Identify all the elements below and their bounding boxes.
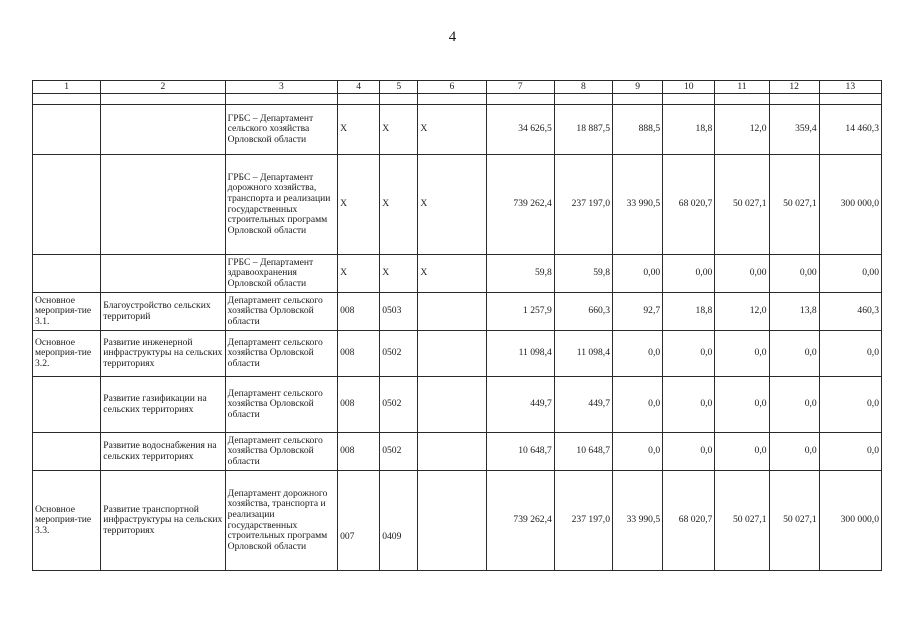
activity-cell <box>33 377 101 433</box>
description-cell <box>101 155 225 255</box>
value-cell: 18 887,5 <box>554 105 612 155</box>
column-number: 6 <box>418 81 486 94</box>
value-cell: 10 648,7 <box>554 433 612 471</box>
executor-cell: Департамент сельского хозяйства Орловской области <box>225 331 337 377</box>
value-cell: 0,0 <box>819 433 881 471</box>
activity-cell: Основное мероприя-тие 3.2. <box>33 331 101 377</box>
column-number-row <box>33 81 882 94</box>
value-cell: 13,8 <box>769 293 819 331</box>
value-cell: 18,8 <box>663 293 715 331</box>
value-cell: 0,0 <box>663 331 715 377</box>
value-cell: 0,0 <box>715 433 769 471</box>
value-cell: 10 648,7 <box>486 433 554 471</box>
code-cell: Х <box>380 255 418 293</box>
description-cell: Развитие газификации на сельских территориях <box>101 377 225 433</box>
column-number: 12 <box>769 81 819 94</box>
executor-cell: ГРБС – Департамент сельского хозяйства Орловской области <box>225 105 337 155</box>
value-cell: 11 098,4 <box>554 331 612 377</box>
value-cell: 50 027,1 <box>715 471 769 571</box>
value-cell: 50 027,1 <box>769 155 819 255</box>
table-row <box>33 377 882 433</box>
code-cell: 008 <box>338 377 380 433</box>
table-row <box>33 433 882 471</box>
value-cell: 739 262,4 <box>486 155 554 255</box>
value-cell: 0,0 <box>819 331 881 377</box>
code-cell: Х <box>418 105 486 155</box>
code-cell: 008 <box>338 331 380 377</box>
value-cell: 50 027,1 <box>769 471 819 571</box>
activity-cell <box>33 105 101 155</box>
value-cell: 14 460,3 <box>819 105 881 155</box>
description-cell <box>101 105 225 155</box>
value-cell: 0,00 <box>663 255 715 293</box>
value-cell: 59,8 <box>486 255 554 293</box>
value-cell: 12,0 <box>715 105 769 155</box>
value-cell: 68 020,7 <box>663 471 715 571</box>
executor-cell: Департамент дорожного хозяйства, транспорта и реализации государственных строительных программ Орловской области <box>225 471 337 571</box>
executor-cell: Департамент сельского хозяйства Орловской области <box>225 293 337 331</box>
code-cell: Х <box>418 255 486 293</box>
description-cell: Развитие транспортной инфраструктуры на сельских территориях <box>101 471 225 571</box>
code-cell <box>418 293 486 331</box>
code-cell: 0409 <box>380 471 418 571</box>
code-cell <box>418 471 486 571</box>
table-row <box>33 105 882 155</box>
page-number: 4 <box>448 29 457 45</box>
value-cell: 11 098,4 <box>486 331 554 377</box>
executor-cell: Департамент сельского хозяйства Орловской области <box>225 377 337 433</box>
activity-cell: Основное мероприя-тие 3.3. <box>33 471 101 571</box>
code-cell: 0502 <box>380 433 418 471</box>
value-cell: 0,00 <box>715 255 769 293</box>
code-cell: Х <box>418 155 486 255</box>
value-cell: 0,0 <box>769 433 819 471</box>
table-row <box>33 255 882 293</box>
value-cell: 0,00 <box>819 255 881 293</box>
table-row <box>33 293 882 331</box>
value-cell: 0,0 <box>769 377 819 433</box>
column-number: 11 <box>715 81 769 94</box>
code-cell: 007 <box>338 471 380 571</box>
description-cell: Развитие водоснабжения на сельских территориях <box>101 433 225 471</box>
description-cell: Благоустройство сельских территорий <box>101 293 225 331</box>
code-cell: 008 <box>338 293 380 331</box>
code-cell: 008 <box>338 433 380 471</box>
value-cell: 0,0 <box>715 331 769 377</box>
value-cell: 0,0 <box>769 331 819 377</box>
value-cell: 300 000,0 <box>819 471 881 571</box>
activity-cell: Основное мероприя-тие 3.1. <box>33 293 101 331</box>
value-cell: 18,8 <box>663 105 715 155</box>
value-cell: 0,00 <box>613 255 663 293</box>
code-cell <box>418 433 486 471</box>
column-number: 3 <box>225 81 337 94</box>
code-cell: 0502 <box>380 331 418 377</box>
column-number: 9 <box>613 81 663 94</box>
value-cell: 888,5 <box>613 105 663 155</box>
code-cell <box>418 331 486 377</box>
value-cell: 34 626,5 <box>486 105 554 155</box>
column-number: 13 <box>819 81 881 94</box>
spacer-row <box>33 94 882 105</box>
value-cell: 50 027,1 <box>715 155 769 255</box>
description-cell: Развитие инженерной инфраструктуры на сельских территориях <box>101 331 225 377</box>
column-number: 2 <box>101 81 225 94</box>
value-cell: 1 257,9 <box>486 293 554 331</box>
column-number: 10 <box>663 81 715 94</box>
activity-cell <box>33 155 101 255</box>
value-cell: 0,0 <box>663 377 715 433</box>
column-number: 4 <box>338 81 380 94</box>
code-cell: Х <box>338 155 380 255</box>
activity-cell <box>33 255 101 293</box>
activity-cell <box>33 433 101 471</box>
executor-cell: Департамент сельского хозяйства Орловской области <box>225 433 337 471</box>
value-cell: 0,0 <box>613 377 663 433</box>
budget-table <box>32 80 882 571</box>
value-cell: 0,00 <box>769 255 819 293</box>
value-cell: 460,3 <box>819 293 881 331</box>
value-cell: 359,4 <box>769 105 819 155</box>
value-cell: 449,7 <box>554 377 612 433</box>
column-number: 8 <box>554 81 612 94</box>
column-number: 5 <box>380 81 418 94</box>
table-row <box>33 471 882 571</box>
value-cell: 449,7 <box>486 377 554 433</box>
value-cell: 237 197,0 <box>554 471 612 571</box>
executor-cell: ГРБС – Департамент дорожного хозяйства, транспорта и реализации государственных строительных программ Орловской области <box>225 155 337 255</box>
code-cell: Х <box>338 105 380 155</box>
code-cell: 0502 <box>380 377 418 433</box>
value-cell: 739 262,4 <box>486 471 554 571</box>
value-cell: 0,0 <box>613 433 663 471</box>
value-cell: 0,0 <box>715 377 769 433</box>
value-cell: 59,8 <box>554 255 612 293</box>
table-row <box>33 155 882 255</box>
value-cell: 92,7 <box>613 293 663 331</box>
value-cell: 300 000,0 <box>819 155 881 255</box>
executor-cell: ГРБС – Департамент здравоохранения Орловской области <box>225 255 337 293</box>
description-cell <box>101 255 225 293</box>
value-cell: 33 990,5 <box>613 155 663 255</box>
code-cell: 0503 <box>380 293 418 331</box>
code-cell <box>418 377 486 433</box>
code-cell: Х <box>338 255 380 293</box>
value-cell: 68 020,7 <box>663 155 715 255</box>
value-cell: 237 197,0 <box>554 155 612 255</box>
value-cell: 0,0 <box>613 331 663 377</box>
code-cell: Х <box>380 155 418 255</box>
value-cell: 12,0 <box>715 293 769 331</box>
value-cell: 0,0 <box>663 433 715 471</box>
value-cell: 660,3 <box>554 293 612 331</box>
value-cell: 0,0 <box>819 377 881 433</box>
code-cell: Х <box>380 105 418 155</box>
table-row <box>33 331 882 377</box>
value-cell: 33 990,5 <box>613 471 663 571</box>
column-number: 1 <box>33 81 101 94</box>
column-number: 7 <box>486 81 554 94</box>
